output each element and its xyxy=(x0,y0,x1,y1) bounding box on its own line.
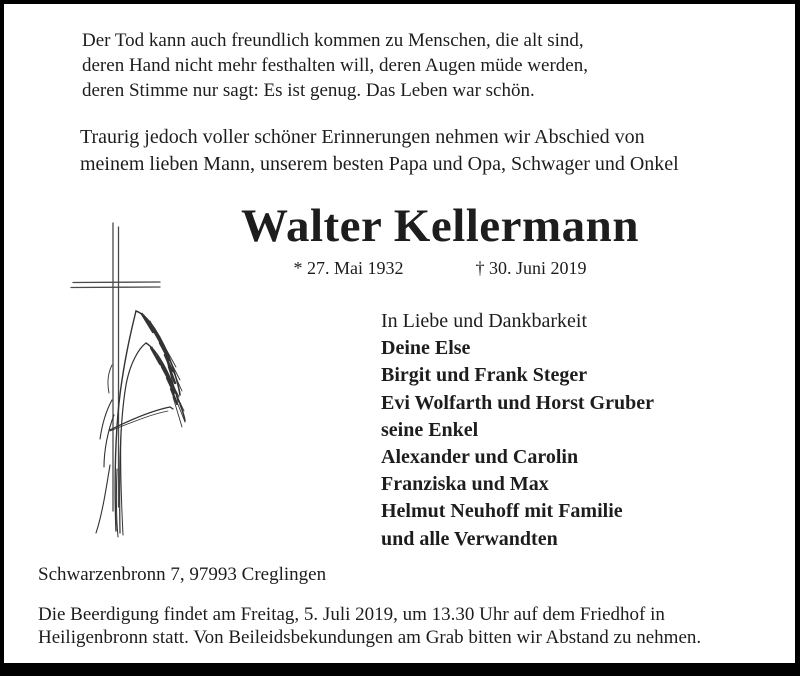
farewell-paragraph xyxy=(80,124,679,178)
opening-verse-line: deren Stimme nur sagt: Es ist genug. Das Leben war schön. xyxy=(82,80,535,101)
mourners-list xyxy=(381,308,654,553)
mourner-name: Deine Else xyxy=(381,337,471,360)
birth-date: * 27. Mai 1932 xyxy=(293,258,404,278)
farewell-line: Traurig jedoch voller schöner Erinnerungen nehmen wir Abschied von xyxy=(80,126,645,148)
mourner-name: und alle Verwandten xyxy=(381,527,558,550)
opening-verse-line: Der Tod kann auch freundlich kommen zu Menschen, die alt sind, xyxy=(82,30,584,51)
cross-wheat-icon xyxy=(60,215,220,549)
opening-verse xyxy=(82,28,588,103)
life-dates xyxy=(180,258,700,279)
opening-verse-line: deren Hand nicht mehr festhalten will, deren Augen müde werden, xyxy=(82,55,588,76)
mourner-name: Franziska und Max xyxy=(381,473,549,496)
mourner-name: Helmut Neuhoff mit Familie xyxy=(381,500,623,523)
home-address: Schwarzenbronn 7, 97993 Creglingen xyxy=(38,564,327,585)
funeral-info-line: Die Beerdigung findet am Freitag, 5. Juli 2019, um 13.30 Uhr auf dem Friedhof in xyxy=(38,604,665,625)
obituary-paper xyxy=(4,4,795,663)
death-date: † 30. Juni 2019 xyxy=(475,258,587,278)
mourner-name: Alexander und Carolin xyxy=(381,446,579,469)
mourners-intro: In Liebe und Dankbarkeit xyxy=(381,310,588,332)
mourner-name: Evi Wolfarth und Horst Gruber xyxy=(381,391,654,414)
deceased-name: Walter Kellermann xyxy=(241,200,639,252)
farewell-line: meinem lieben Mann, unserem besten Papa und Opa, Schwager und Onkel xyxy=(80,153,679,175)
mourner-name: Birgit und Frank Steger xyxy=(381,364,588,387)
funeral-info-line: Heiligenbronn statt. Von Beileidsbekundungen am Grab bitten wir Abstand zu nehmen. xyxy=(38,627,702,648)
funeral-information xyxy=(38,603,701,649)
mourner-name: seine Enkel xyxy=(381,418,479,441)
